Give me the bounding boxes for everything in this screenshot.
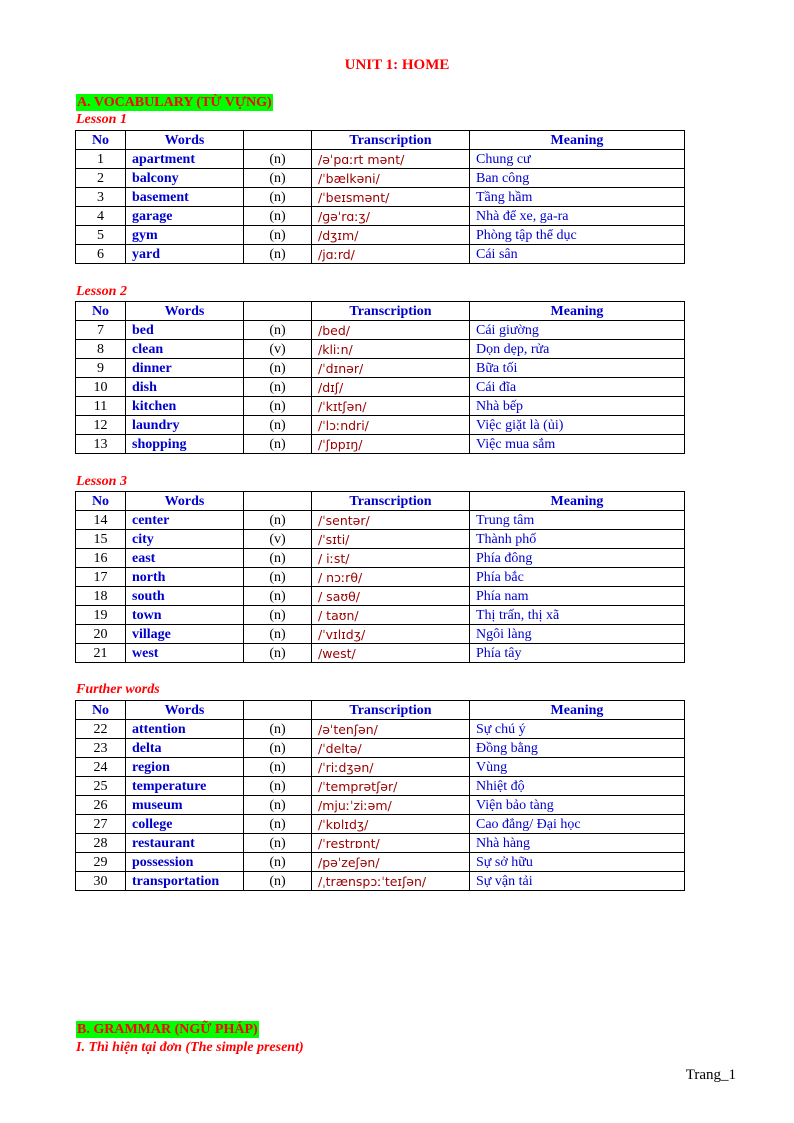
row-number-cell: 16 (76, 549, 126, 568)
column-header: Words (126, 492, 244, 511)
table-row (76, 378, 685, 397)
part-of-speech-cell: (n) (244, 568, 312, 587)
part-of-speech-cell: (n) (244, 188, 312, 207)
table-row (76, 568, 685, 587)
table-row (76, 359, 685, 378)
part-of-speech-cell: (n) (244, 587, 312, 606)
row-number-cell: 30 (76, 872, 126, 891)
meaning-cell: Bữa tối (470, 359, 685, 378)
meaning-cell: Vùng (470, 758, 685, 777)
transcription-cell: / taʊn/ (312, 606, 470, 625)
row-number-cell: 12 (76, 416, 126, 435)
meaning-cell: Việc mua sắm (470, 435, 685, 454)
row-number-cell: 7 (76, 321, 126, 340)
transcription-cell: /ˈkɪtʃən/ (312, 397, 470, 416)
meaning-cell: Nhiệt độ (470, 777, 685, 796)
lesson-1-title: Lesson 1 (76, 112, 127, 127)
transcription-cell: / saʊθ/ (312, 587, 470, 606)
word-cell: shopping (126, 435, 244, 454)
transcription-cell: /jɑːrd/ (312, 245, 470, 264)
word-cell: east (126, 549, 244, 568)
table-row (76, 416, 685, 435)
transcription-cell: /əˈtenʃən/ (312, 720, 470, 739)
transcription-cell: /ˌtrænspɔːˈteɪʃən/ (312, 872, 470, 891)
part-of-speech-cell: (n) (244, 321, 312, 340)
table-row (76, 150, 685, 169)
part-of-speech-cell: (n) (244, 777, 312, 796)
word-cell: town (126, 606, 244, 625)
transcription-cell: /ˈkɒlɪdʒ/ (312, 815, 470, 834)
section-a-heading: A. VOCABULARY (TỪ VỰNG) (77, 95, 272, 110)
column-header: No (76, 492, 126, 511)
meaning-cell: Nhà bếp (470, 397, 685, 416)
part-of-speech-cell: (n) (244, 606, 312, 625)
meaning-cell: Đồng bằng (470, 739, 685, 758)
transcription-cell: /ˈlɔːndri/ (312, 416, 470, 435)
row-number-cell: 9 (76, 359, 126, 378)
part-of-speech-cell: (n) (244, 511, 312, 530)
table-row (76, 587, 685, 606)
table-row (76, 169, 685, 188)
transcription-cell: /ˈsentər/ (312, 511, 470, 530)
table-row (76, 530, 685, 549)
word-cell: north (126, 568, 244, 587)
word-cell: kitchen (126, 397, 244, 416)
table-row (76, 853, 685, 872)
meaning-cell: Tầng hầm (470, 188, 685, 207)
part-of-speech-cell: (n) (244, 815, 312, 834)
row-number-cell: 6 (76, 245, 126, 264)
transcription-cell: /ˈdeltə/ (312, 739, 470, 758)
word-cell: center (126, 511, 244, 530)
column-header: Words (126, 302, 244, 321)
table-row (76, 739, 685, 758)
lesson-2-title: Lesson 2 (76, 284, 127, 299)
word-cell: dinner (126, 359, 244, 378)
column-header: Transcription (312, 701, 470, 720)
meaning-cell: Phía tây (470, 644, 685, 663)
part-of-speech-cell: (n) (244, 397, 312, 416)
part-of-speech-cell: (n) (244, 872, 312, 891)
meaning-cell: Viện bảo tàng (470, 796, 685, 815)
meaning-cell: Chung cư (470, 150, 685, 169)
part-of-speech-cell: (n) (244, 549, 312, 568)
vocab-table-further-words (75, 700, 685, 891)
meaning-cell: Sự vận tải (470, 872, 685, 891)
word-cell: apartment (126, 150, 244, 169)
transcription-cell: /ˈbælkəni/ (312, 169, 470, 188)
meaning-cell: Cái sân (470, 245, 685, 264)
row-number-cell: 26 (76, 796, 126, 815)
part-of-speech-cell: (n) (244, 169, 312, 188)
word-cell: laundry (126, 416, 244, 435)
word-cell: delta (126, 739, 244, 758)
meaning-cell: Thị trấn, thị xã (470, 606, 685, 625)
transcription-cell: /ɡəˈrɑːʒ/ (312, 207, 470, 226)
row-number-cell: 18 (76, 587, 126, 606)
row-number-cell: 25 (76, 777, 126, 796)
table-row (76, 207, 685, 226)
meaning-cell: Việc giặt là (ủi) (470, 416, 685, 435)
row-number-cell: 21 (76, 644, 126, 663)
word-cell: dish (126, 378, 244, 397)
meaning-cell: Phía nam (470, 587, 685, 606)
table-row (76, 245, 685, 264)
transcription-cell: /kliːn/ (312, 340, 470, 359)
transcription-cell: /mjuːˈziːəm/ (312, 796, 470, 815)
meaning-cell: Sự chú ý (470, 720, 685, 739)
row-number-cell: 24 (76, 758, 126, 777)
word-cell: museum (126, 796, 244, 815)
transcription-cell: /ˈsɪti/ (312, 530, 470, 549)
table-row (76, 321, 685, 340)
row-number-cell: 27 (76, 815, 126, 834)
word-cell: restaurant (126, 834, 244, 853)
row-number-cell: 15 (76, 530, 126, 549)
word-cell: balcony (126, 169, 244, 188)
row-number-cell: 23 (76, 739, 126, 758)
part-of-speech-cell: (n) (244, 625, 312, 644)
word-cell: attention (126, 720, 244, 739)
column-header: Meaning (470, 701, 685, 720)
meaning-cell: Phía bắc (470, 568, 685, 587)
table-header-row (76, 302, 685, 321)
row-number-cell: 3 (76, 188, 126, 207)
table-row (76, 644, 685, 663)
table-row (76, 777, 685, 796)
column-header: No (76, 131, 126, 150)
transcription-cell: /ˈtemprətʃər/ (312, 777, 470, 796)
row-number-cell: 20 (76, 625, 126, 644)
part-of-speech-cell: (n) (244, 150, 312, 169)
part-of-speech-cell: (n) (244, 435, 312, 454)
meaning-cell: Cao đẳng/ Đại học (470, 815, 685, 834)
meaning-cell: Nhà để xe, ga-ra (470, 207, 685, 226)
meaning-cell: Nhà hàng (470, 834, 685, 853)
part-of-speech-cell: (v) (244, 530, 312, 549)
transcription-cell: /ˈdɪnər/ (312, 359, 470, 378)
grammar-subheading: I. Thì hiện tại đơn (The simple present) (76, 1040, 304, 1055)
column-header: No (76, 701, 126, 720)
part-of-speech-cell: (n) (244, 644, 312, 663)
transcription-cell: /ˈʃɒpɪŋ/ (312, 435, 470, 454)
vocab-table-lesson-1 (75, 130, 685, 264)
table-header-row (76, 492, 685, 511)
word-cell: bed (126, 321, 244, 340)
column-header (244, 131, 312, 150)
meaning-cell: Cái giường (470, 321, 685, 340)
column-header (244, 492, 312, 511)
page-number: Trang_1 (685, 1067, 736, 1083)
meaning-cell: Sự sở hữu (470, 853, 685, 872)
word-cell: college (126, 815, 244, 834)
meaning-cell: Phòng tập thể dục (470, 226, 685, 245)
vocab-table-lesson-3 (75, 491, 685, 663)
meaning-cell: Phía đông (470, 549, 685, 568)
table-header-row (76, 131, 685, 150)
meaning-cell: Dọn dẹp, rửa (470, 340, 685, 359)
column-header: Transcription (312, 131, 470, 150)
table-row (76, 435, 685, 454)
column-header: Words (126, 131, 244, 150)
table-row (76, 226, 685, 245)
part-of-speech-cell: (n) (244, 720, 312, 739)
part-of-speech-cell: (n) (244, 416, 312, 435)
table-row (76, 834, 685, 853)
row-number-cell: 10 (76, 378, 126, 397)
transcription-cell: /əˈpɑːrt mənt/ (312, 150, 470, 169)
column-header: Transcription (312, 492, 470, 511)
transcription-cell: /pəˈzeʃən/ (312, 853, 470, 872)
table-row (76, 720, 685, 739)
meaning-cell: Ngôi làng (470, 625, 685, 644)
row-number-cell: 4 (76, 207, 126, 226)
transcription-cell: / nɔːrθ/ (312, 568, 470, 587)
part-of-speech-cell: (n) (244, 245, 312, 264)
word-cell: west (126, 644, 244, 663)
word-cell: city (126, 530, 244, 549)
word-cell: temperature (126, 777, 244, 796)
section-b-heading: B. GRAMMAR (NGỮ PHÁP) (77, 1022, 258, 1037)
word-cell: south (126, 587, 244, 606)
part-of-speech-cell: (n) (244, 834, 312, 853)
transcription-cell: /ˈrestrɒnt/ (312, 834, 470, 853)
table-row (76, 549, 685, 568)
column-header: Transcription (312, 302, 470, 321)
meaning-cell: Cái đĩa (470, 378, 685, 397)
table-row (76, 625, 685, 644)
table-row (76, 872, 685, 891)
column-header (244, 302, 312, 321)
table-row (76, 606, 685, 625)
row-number-cell: 8 (76, 340, 126, 359)
table-row (76, 511, 685, 530)
row-number-cell: 11 (76, 397, 126, 416)
column-header: Words (126, 701, 244, 720)
table-header-row (76, 701, 685, 720)
word-cell: village (126, 625, 244, 644)
meaning-cell: Thành phố (470, 530, 685, 549)
table-row (76, 815, 685, 834)
part-of-speech-cell: (n) (244, 758, 312, 777)
word-cell: garage (126, 207, 244, 226)
column-header: Meaning (470, 492, 685, 511)
transcription-cell: /dʒɪm/ (312, 226, 470, 245)
column-header (244, 701, 312, 720)
meaning-cell: Trung tâm (470, 511, 685, 530)
word-cell: transportation (126, 872, 244, 891)
table-row (76, 397, 685, 416)
part-of-speech-cell: (n) (244, 378, 312, 397)
word-cell: basement (126, 188, 244, 207)
column-header: Meaning (470, 302, 685, 321)
part-of-speech-cell: (n) (244, 207, 312, 226)
transcription-cell: /ˈriːdʒən/ (312, 758, 470, 777)
further-words-title: Further words (76, 682, 160, 697)
row-number-cell: 28 (76, 834, 126, 853)
transcription-cell: /ˈbeɪsmənt/ (312, 188, 470, 207)
part-of-speech-cell: (n) (244, 359, 312, 378)
part-of-speech-cell: (n) (244, 796, 312, 815)
table-row (76, 188, 685, 207)
table-row (76, 796, 685, 815)
part-of-speech-cell: (n) (244, 739, 312, 758)
transcription-cell: /west/ (312, 644, 470, 663)
transcription-cell: /bed/ (312, 321, 470, 340)
page-title: UNIT 1: HOME (344, 57, 450, 73)
column-header: Meaning (470, 131, 685, 150)
row-number-cell: 29 (76, 853, 126, 872)
row-number-cell: 2 (76, 169, 126, 188)
part-of-speech-cell: (n) (244, 226, 312, 245)
word-cell: gym (126, 226, 244, 245)
row-number-cell: 13 (76, 435, 126, 454)
transcription-cell: /dɪʃ/ (312, 378, 470, 397)
column-header: No (76, 302, 126, 321)
transcription-cell: / iːst/ (312, 549, 470, 568)
vocab-table-lesson-2 (75, 301, 685, 454)
transcription-cell: /ˈvɪlɪdʒ/ (312, 625, 470, 644)
row-number-cell: 5 (76, 226, 126, 245)
row-number-cell: 1 (76, 150, 126, 169)
meaning-cell: Ban công (470, 169, 685, 188)
lesson-3-title: Lesson 3 (76, 474, 127, 489)
word-cell: region (126, 758, 244, 777)
part-of-speech-cell: (n) (244, 853, 312, 872)
word-cell: yard (126, 245, 244, 264)
word-cell: clean (126, 340, 244, 359)
row-number-cell: 14 (76, 511, 126, 530)
table-row (76, 758, 685, 777)
part-of-speech-cell: (v) (244, 340, 312, 359)
table-row (76, 340, 685, 359)
word-cell: possession (126, 853, 244, 872)
row-number-cell: 19 (76, 606, 126, 625)
row-number-cell: 17 (76, 568, 126, 587)
row-number-cell: 22 (76, 720, 126, 739)
